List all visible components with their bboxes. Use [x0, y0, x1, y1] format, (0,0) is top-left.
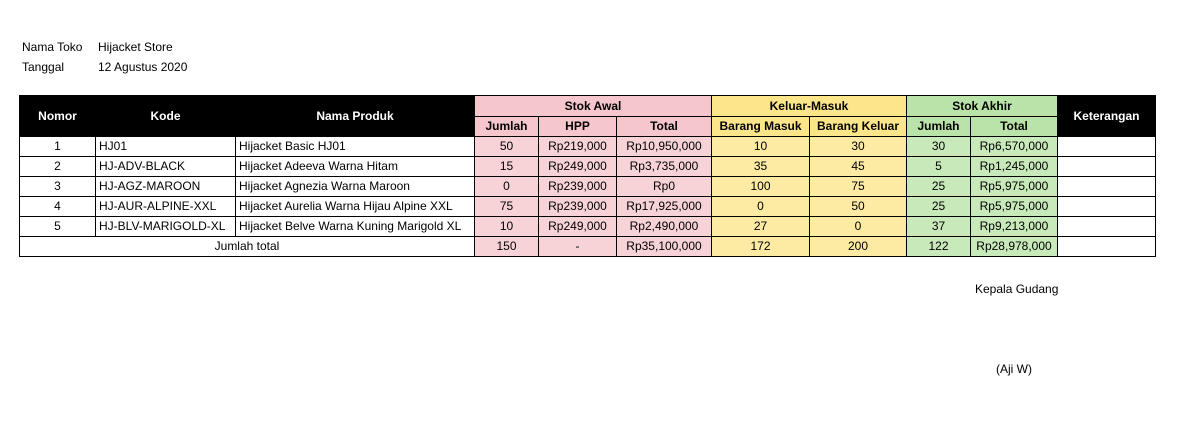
date-label: Tanggal [22, 60, 65, 74]
cell-barang-masuk: 10 [712, 137, 810, 157]
header-total-akhir: Total [971, 117, 1058, 137]
total-hpp: - [539, 237, 617, 257]
total-jumlah: 150 [475, 237, 539, 257]
cell-barang-keluar: 0 [810, 217, 907, 237]
cell-jumlah-akhir: 25 [907, 197, 971, 217]
total-total-akhir: Rp28,978,000 [971, 237, 1058, 257]
total-barang-keluar: 200 [810, 237, 907, 257]
cell-jumlah: 0 [475, 177, 539, 197]
cell-kode: HJ-BLV-MARIGOLD-XL [96, 217, 236, 237]
cell-nama-produk: Hijacket Basic HJ01 [236, 137, 475, 157]
header-jumlah: Jumlah [475, 117, 539, 137]
total-total: Rp35,100,000 [617, 237, 712, 257]
cell-barang-keluar: 45 [810, 157, 907, 177]
store-name-row [22, 37, 187, 57]
cell-nomor: 2 [20, 157, 96, 177]
totals-label: Jumlah total [20, 237, 475, 257]
totals-row [20, 237, 1156, 257]
total-barang-masuk: 172 [712, 237, 810, 257]
cell-keterangan [1058, 157, 1156, 177]
cell-kode: HJ-AUR-ALPINE-XXL [96, 197, 236, 217]
header-keterangan: Keterangan [1058, 96, 1156, 137]
cell-total: Rp0 [617, 177, 712, 197]
cell-jumlah: 75 [475, 197, 539, 217]
header-nomor: Nomor [20, 96, 96, 137]
cell-hpp: Rp239,000 [539, 197, 617, 217]
cell-jumlah: 10 [475, 217, 539, 237]
cell-kode: HJ-AGZ-MAROON [96, 177, 236, 197]
cell-kode: HJ-ADV-BLACK [96, 157, 236, 177]
store-name-value: Hijacket Store [98, 40, 173, 54]
total-keterangan [1058, 237, 1156, 257]
cell-nomor: 4 [20, 197, 96, 217]
table-row [20, 137, 1156, 157]
cell-hpp: Rp249,000 [539, 217, 617, 237]
header-nama-produk: Nama Produk [236, 96, 475, 137]
cell-nomor: 1 [20, 137, 96, 157]
cell-barang-keluar: 75 [810, 177, 907, 197]
header-jumlah-akhir: Jumlah [907, 117, 971, 137]
header-total: Total [617, 117, 712, 137]
cell-barang-keluar: 50 [810, 197, 907, 217]
cell-total: Rp17,925,000 [617, 197, 712, 217]
table-row [20, 177, 1156, 197]
cell-total: Rp2,490,000 [617, 217, 712, 237]
cell-hpp: Rp219,000 [539, 137, 617, 157]
date-value: 12 Agustus 2020 [98, 60, 188, 74]
cell-hpp: Rp249,000 [539, 157, 617, 177]
cell-total: Rp10,950,000 [617, 137, 712, 157]
cell-barang-masuk: 100 [712, 177, 810, 197]
signature-name: (Aji W) [996, 362, 1032, 376]
cell-nama-produk: Hijacket Agnezia Warna Maroon [236, 177, 475, 197]
cell-total: Rp3,735,000 [617, 157, 712, 177]
header-barang-keluar: Barang Keluar [810, 117, 907, 137]
header-kode: Kode [96, 96, 236, 137]
table-row [20, 217, 1156, 237]
table-row [20, 197, 1156, 217]
cell-jumlah-akhir: 30 [907, 137, 971, 157]
header-barang-masuk: Barang Masuk [712, 117, 810, 137]
cell-keterangan [1058, 177, 1156, 197]
header-keluar-masuk: Keluar-Masuk [712, 96, 907, 117]
signature-title: Kepala Gudang [975, 282, 1059, 296]
cell-nama-produk: Hijacket Aurelia Warna Hijau Alpine XXL [236, 197, 475, 217]
cell-nama-produk: Hijacket Belve Warna Kuning Marigold XL [236, 217, 475, 237]
cell-keterangan [1058, 197, 1156, 217]
cell-jumlah-akhir: 25 [907, 177, 971, 197]
cell-keterangan [1058, 217, 1156, 237]
cell-nomor: 5 [20, 217, 96, 237]
cell-barang-keluar: 30 [810, 137, 907, 157]
cell-jumlah: 50 [475, 137, 539, 157]
header-hpp: HPP [539, 117, 617, 137]
cell-total-akhir: Rp6,570,000 [971, 137, 1058, 157]
cell-total-akhir: Rp1,245,000 [971, 157, 1058, 177]
header-stok-awal: Stok Awal [475, 96, 712, 117]
cell-nomor: 3 [20, 177, 96, 197]
total-jumlah-akhir: 122 [907, 237, 971, 257]
store-name-label: Nama Toko [22, 40, 83, 54]
cell-kode: HJ01 [96, 137, 236, 157]
cell-nama-produk: Hijacket Adeeva Warna Hitam [236, 157, 475, 177]
cell-total-akhir: Rp9,213,000 [971, 217, 1058, 237]
cell-barang-masuk: 35 [712, 157, 810, 177]
cell-total-akhir: Rp5,975,000 [971, 177, 1058, 197]
cell-total-akhir: Rp5,975,000 [971, 197, 1058, 217]
cell-keterangan [1058, 137, 1156, 157]
cell-barang-masuk: 0 [712, 197, 810, 217]
cell-hpp: Rp239,000 [539, 177, 617, 197]
stock-table [19, 95, 1156, 257]
cell-jumlah: 15 [475, 157, 539, 177]
cell-jumlah-akhir: 37 [907, 217, 971, 237]
table-row [20, 157, 1156, 177]
cell-jumlah-akhir: 5 [907, 157, 971, 177]
cell-barang-masuk: 27 [712, 217, 810, 237]
store-info [22, 37, 187, 77]
header-stok-akhir: Stok Akhir [907, 96, 1058, 117]
date-row [22, 57, 187, 77]
